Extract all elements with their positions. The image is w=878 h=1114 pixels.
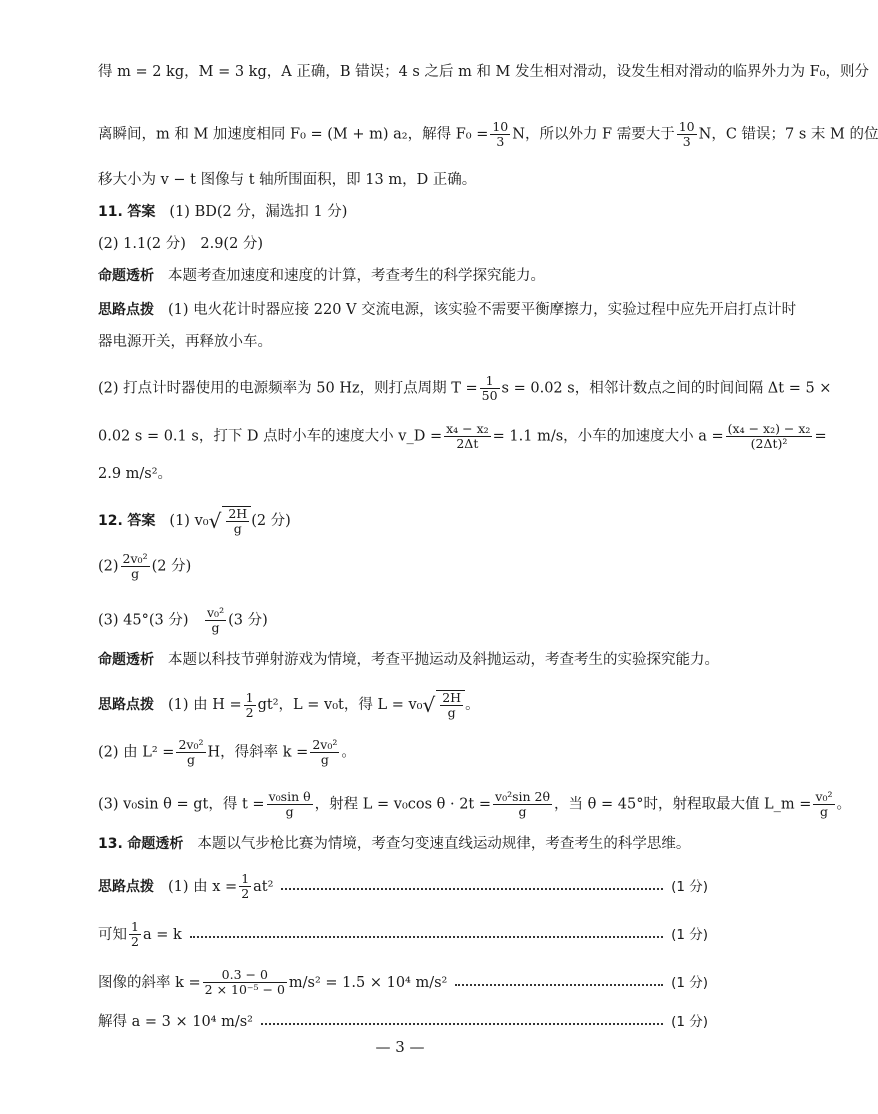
page-number: — 3 — bbox=[375, 1038, 425, 1056]
tips-line: 思路点拨 (1) 电火花计时器应接 220 V 交流电源，该实验不需要平衡摩擦力，实验过程中应先开启打点计时 bbox=[98, 302, 797, 318]
dot-leader bbox=[261, 1023, 663, 1025]
dot-leader bbox=[281, 888, 663, 890]
text-line: 得 m = 2 kg，M = 3 kg，A 正确，B 错误；4 s 之后 m 和 M 发生相对滑动，设发生相对滑动的临界外力为 F₀，则分 bbox=[98, 64, 869, 80]
intent-line: 命题透析 本题以科技节弹射游戏为情境，考查平抛运动及斜抛运动，考查考生的实验探究能力。 bbox=[98, 652, 719, 668]
answer-line: 12. 答案 (1) v₀√ $\frac{2H}{g}$ (2 分) bbox=[98, 506, 291, 536]
text-line: 离瞬间，m 和 M 加速度相同 F₀ = (M + m) a₂，解得 F₀ = $\frac{10}{3}$ N，所以外力 F 需要大于 $\frac{10}{3}$ N，C 错误；7 s 末 M 的位 bbox=[98, 119, 878, 149]
dot-leader bbox=[455, 984, 663, 986]
dot-leader bbox=[190, 936, 663, 938]
sqrt-icon: √ bbox=[208, 509, 222, 533]
text-line: 2.9 m/s²。 bbox=[98, 466, 173, 482]
text-line: (2) 由 L² = $\frac{\text{2v₀²}}{g}$ H，得斜率 k = $\frac{\text{2v₀²}}{g}$ 。 bbox=[98, 737, 356, 767]
step-line: 思路点拨 (1) 由 x = $\frac{1}{2}$ at² (1 分) bbox=[98, 871, 708, 901]
sqrt-icon: √ bbox=[422, 693, 436, 717]
text-line: (3) v₀sin θ = gt，得 t = $\frac{\text{v₀sin θ}}{g}$ ，射程 L = v₀cos θ · 2t = $\frac{\text{v₀²sin 2θ}}{g}$ ，当 θ = 45°时，射程取最大值 L_m = $\frac{\text{v₀²}}{g}$ 。 bbox=[98, 789, 852, 819]
fraction: $\frac{10}{3}$ bbox=[492, 119, 509, 149]
tips-line: 思路点拨 (1) 由 H = $\frac{1}{2}$ gt²，L = v₀t，得 L = v₀√ $\frac{2H}{g}$ 。 bbox=[98, 689, 480, 720]
fraction: $\frac{1}{50}$ bbox=[481, 373, 498, 403]
intent-line: 13. 命题透析 本题以气步枪比赛为情境，考查匀变速直线运动规律，考查考生的科学思维。 bbox=[98, 836, 691, 852]
answer-line: 11. 答案 (1) BD(2 分，漏选扣 1 分) bbox=[98, 204, 348, 220]
text-line: 器电源开关，再释放小车。 bbox=[98, 334, 272, 350]
step-line: 图像的斜率 k = $\frac{0.3 - 0}{\text{2 × 10⁻⁵ − 0}}$ m/s² = 1.5 × 10⁴ m/s² (1 分) bbox=[98, 967, 708, 997]
intent-line: 命题透析 本题考查加速度和速度的计算，考查考生的科学探究能力。 bbox=[98, 268, 545, 284]
answer-line: (2) $\frac{\text{2v₀²}}{g}$ (2 分) bbox=[98, 551, 192, 581]
text-line: (2) 打点计时器使用的电源频率为 50 Hz，则打点周期 T = $\frac{1}{50}$ s = 0.02 s，相邻计数点之间的时间间隔 Δt = 5 × bbox=[98, 373, 832, 403]
text-line: 0.02 s = 0.1 s，打下 D 点时小车的速度大小 v_D = $\frac{\text{x₄ − x₂}}{2\Delta t}$ = 1.1 m/s，小车的加速度大小 a = $\frac{\text{(x₄ − x₂) − x₂}}{\text{(2Δt)²}}$ = bbox=[98, 421, 827, 451]
fraction: $\frac{10}{3}$ bbox=[678, 119, 695, 149]
answer-line: (2) 1.1(2 分) 2.9(2 分) bbox=[98, 236, 264, 252]
step-line: 解得 a = 3 × 10⁴ m/s² (1 分) bbox=[98, 1014, 708, 1030]
answer-line: (3) 45°(3 分) $\frac{\text{v₀²}}{g}$ (3 分) bbox=[98, 605, 268, 635]
fraction: $\frac{\text{(x₄ − x₂) − x₂}}{\text{(2Δt)²}}$ bbox=[727, 421, 811, 451]
fraction: $\frac{\text{x₄ − x₂}}{2\Delta t}$ bbox=[446, 421, 489, 451]
step-line: 可知 $\frac{1}{2}$ a = k (1 分) bbox=[98, 919, 708, 949]
text-line: 移大小为 v − t 图像与 t 轴所围面积，即 13 m，D 正确。 bbox=[98, 172, 477, 188]
